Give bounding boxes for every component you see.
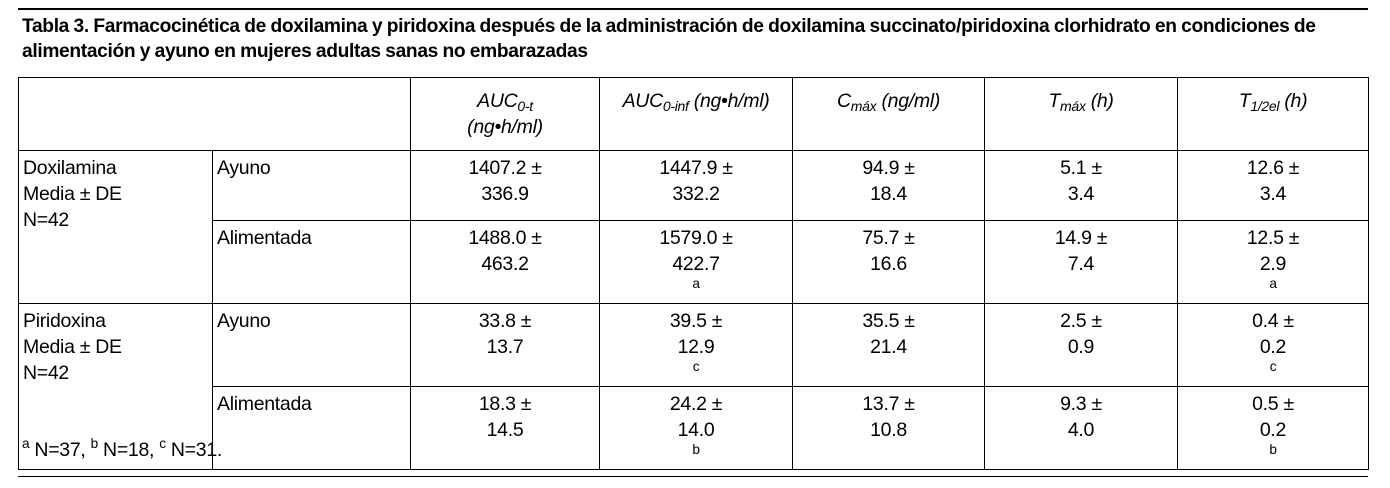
pharmacokinetics-table <box>18 77 1369 470</box>
value-cell: 35.5 ± 21.4 <box>793 304 985 387</box>
top-rule <box>18 8 1368 10</box>
header-tmax: $T_{máx}$ (h) <box>985 78 1178 151</box>
condition-label: Ayuno <box>213 151 411 221</box>
value-cell: 0.4 ± 0.2 $^c$ <box>1178 304 1369 387</box>
value-cell: 33.8 ± 13.7 <box>411 304 600 387</box>
header-cmax: $C_{máx}$ (ng/ml) <box>793 78 985 151</box>
value-cell: 1407.2 ± 336.9 <box>411 151 600 221</box>
value-cell: 18.3 ± 14.5 <box>411 387 600 470</box>
header-thalf: $T_{1/2el}$ (h) <box>1178 78 1369 151</box>
condition-label: Ayuno <box>213 304 411 387</box>
condition-label: Alimentada <box>213 387 411 470</box>
value-cell: 1579.0 ± 422.7 $^a$ <box>600 221 793 304</box>
value-cell: 94.9 ± 18.4 <box>793 151 985 221</box>
value-cell: 12.6 ± 3.4 <box>1178 151 1369 221</box>
table-row <box>19 304 1369 387</box>
value-cell: 9.3 ± 4.0 <box>985 387 1178 470</box>
bottom-rule <box>18 476 1368 477</box>
value-cell: 0.5 ± 0.2 $^b$ <box>1178 387 1369 470</box>
value-cell: 13.7 ± 10.8 <box>793 387 985 470</box>
header-empty-cell <box>19 78 411 151</box>
value-cell: 24.2 ± 14.0 $^b$ <box>600 387 793 470</box>
header-auc0inf: $AUC_{0-inf}$ (ng•h/ml) <box>600 78 793 151</box>
table-caption: Tabla 3. Farmacocinética de doxilamina y piridoxina después de la administración de doxilamina succinato/piridoxina clorhidrato en condiciones de alimentación y ayuno en mujeres adultas sanas no embarazadas <box>22 15 1316 62</box>
value-cell: 12.5 ± 2.9 $^a$ <box>1178 221 1369 304</box>
group-label-doxilamina: Doxilamina Media ± DE N=42 <box>19 151 213 304</box>
value-cell: 2.5 ± 0.9 <box>985 304 1178 387</box>
value-cell: 1447.9 ± 332.2 <box>600 151 793 221</box>
value-cell: 75.7 ± 16.6 <box>793 221 985 304</box>
header-auc0t: $AUC_{0-t}$ (ng•h/ml) <box>411 78 600 151</box>
header-row <box>19 78 1369 151</box>
table-row <box>19 151 1369 221</box>
value-cell: 39.5 ± 12.9 $^c$ <box>600 304 793 387</box>
condition-label: Alimentada <box>213 221 411 304</box>
table-footnote: $^a$ N=37, $^b$ N=18, $^c$ N=31. <box>22 436 222 461</box>
group-label-piridoxina: Piridoxina Media ± DE N=42 <box>19 304 213 470</box>
value-cell: 14.9 ± 7.4 <box>985 221 1178 304</box>
value-cell: 5.1 ± 3.4 <box>985 151 1178 221</box>
table-row <box>19 221 1369 304</box>
value-cell: 1488.0 ± 463.2 <box>411 221 600 304</box>
